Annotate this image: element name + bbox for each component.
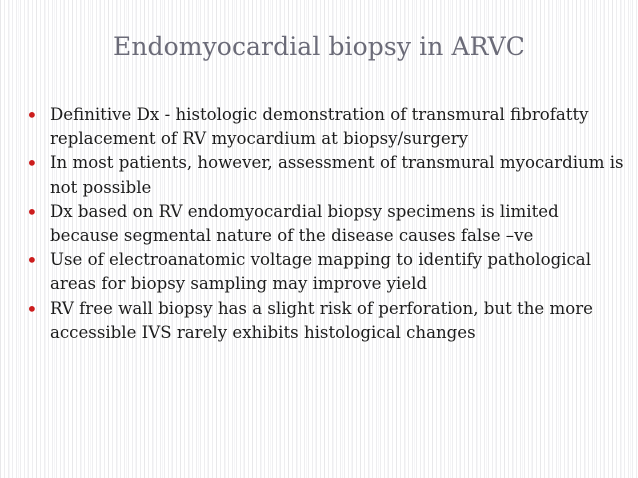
bullet-item — [26, 297, 626, 345]
bullet-text: Dx based on RV endomyocardial biopsy specimens is limited because segmental nature of the disease causes false –ve — [50, 201, 559, 246]
bullet-dot-icon: • — [26, 248, 38, 273]
bullet-text: RV free wall biopsy has a slight risk of perforation, but the more accessible IVS rarely exhibits histological changes — [50, 298, 593, 342]
bullet-item — [26, 151, 626, 199]
bullet-item — [26, 248, 626, 296]
bullet-dot-icon: • — [26, 296, 38, 321]
bullet-item — [26, 103, 626, 151]
bullet-text: In most patients, however, assessment of transmural myocardium is not possible — [50, 153, 624, 197]
bullet-dot-icon: • — [26, 103, 38, 127]
bullet-text: Definitive Dx - histologic demonstration of transmural fibrofatty replacement of RV myocardium at biopsy/surgery — [50, 105, 589, 149]
bullet-text: Use of electroanatomic voltage mapping to identify pathological areas for biopsy sampling may improve yield — [50, 250, 592, 294]
bullet-list — [26, 103, 626, 345]
slide-title: Endomyocardial biopsy in ARVC — [112, 32, 526, 61]
bullet-dot-icon: • — [26, 199, 38, 224]
bullet-item — [26, 200, 626, 248]
bullet-dot-icon: • — [26, 151, 38, 176]
